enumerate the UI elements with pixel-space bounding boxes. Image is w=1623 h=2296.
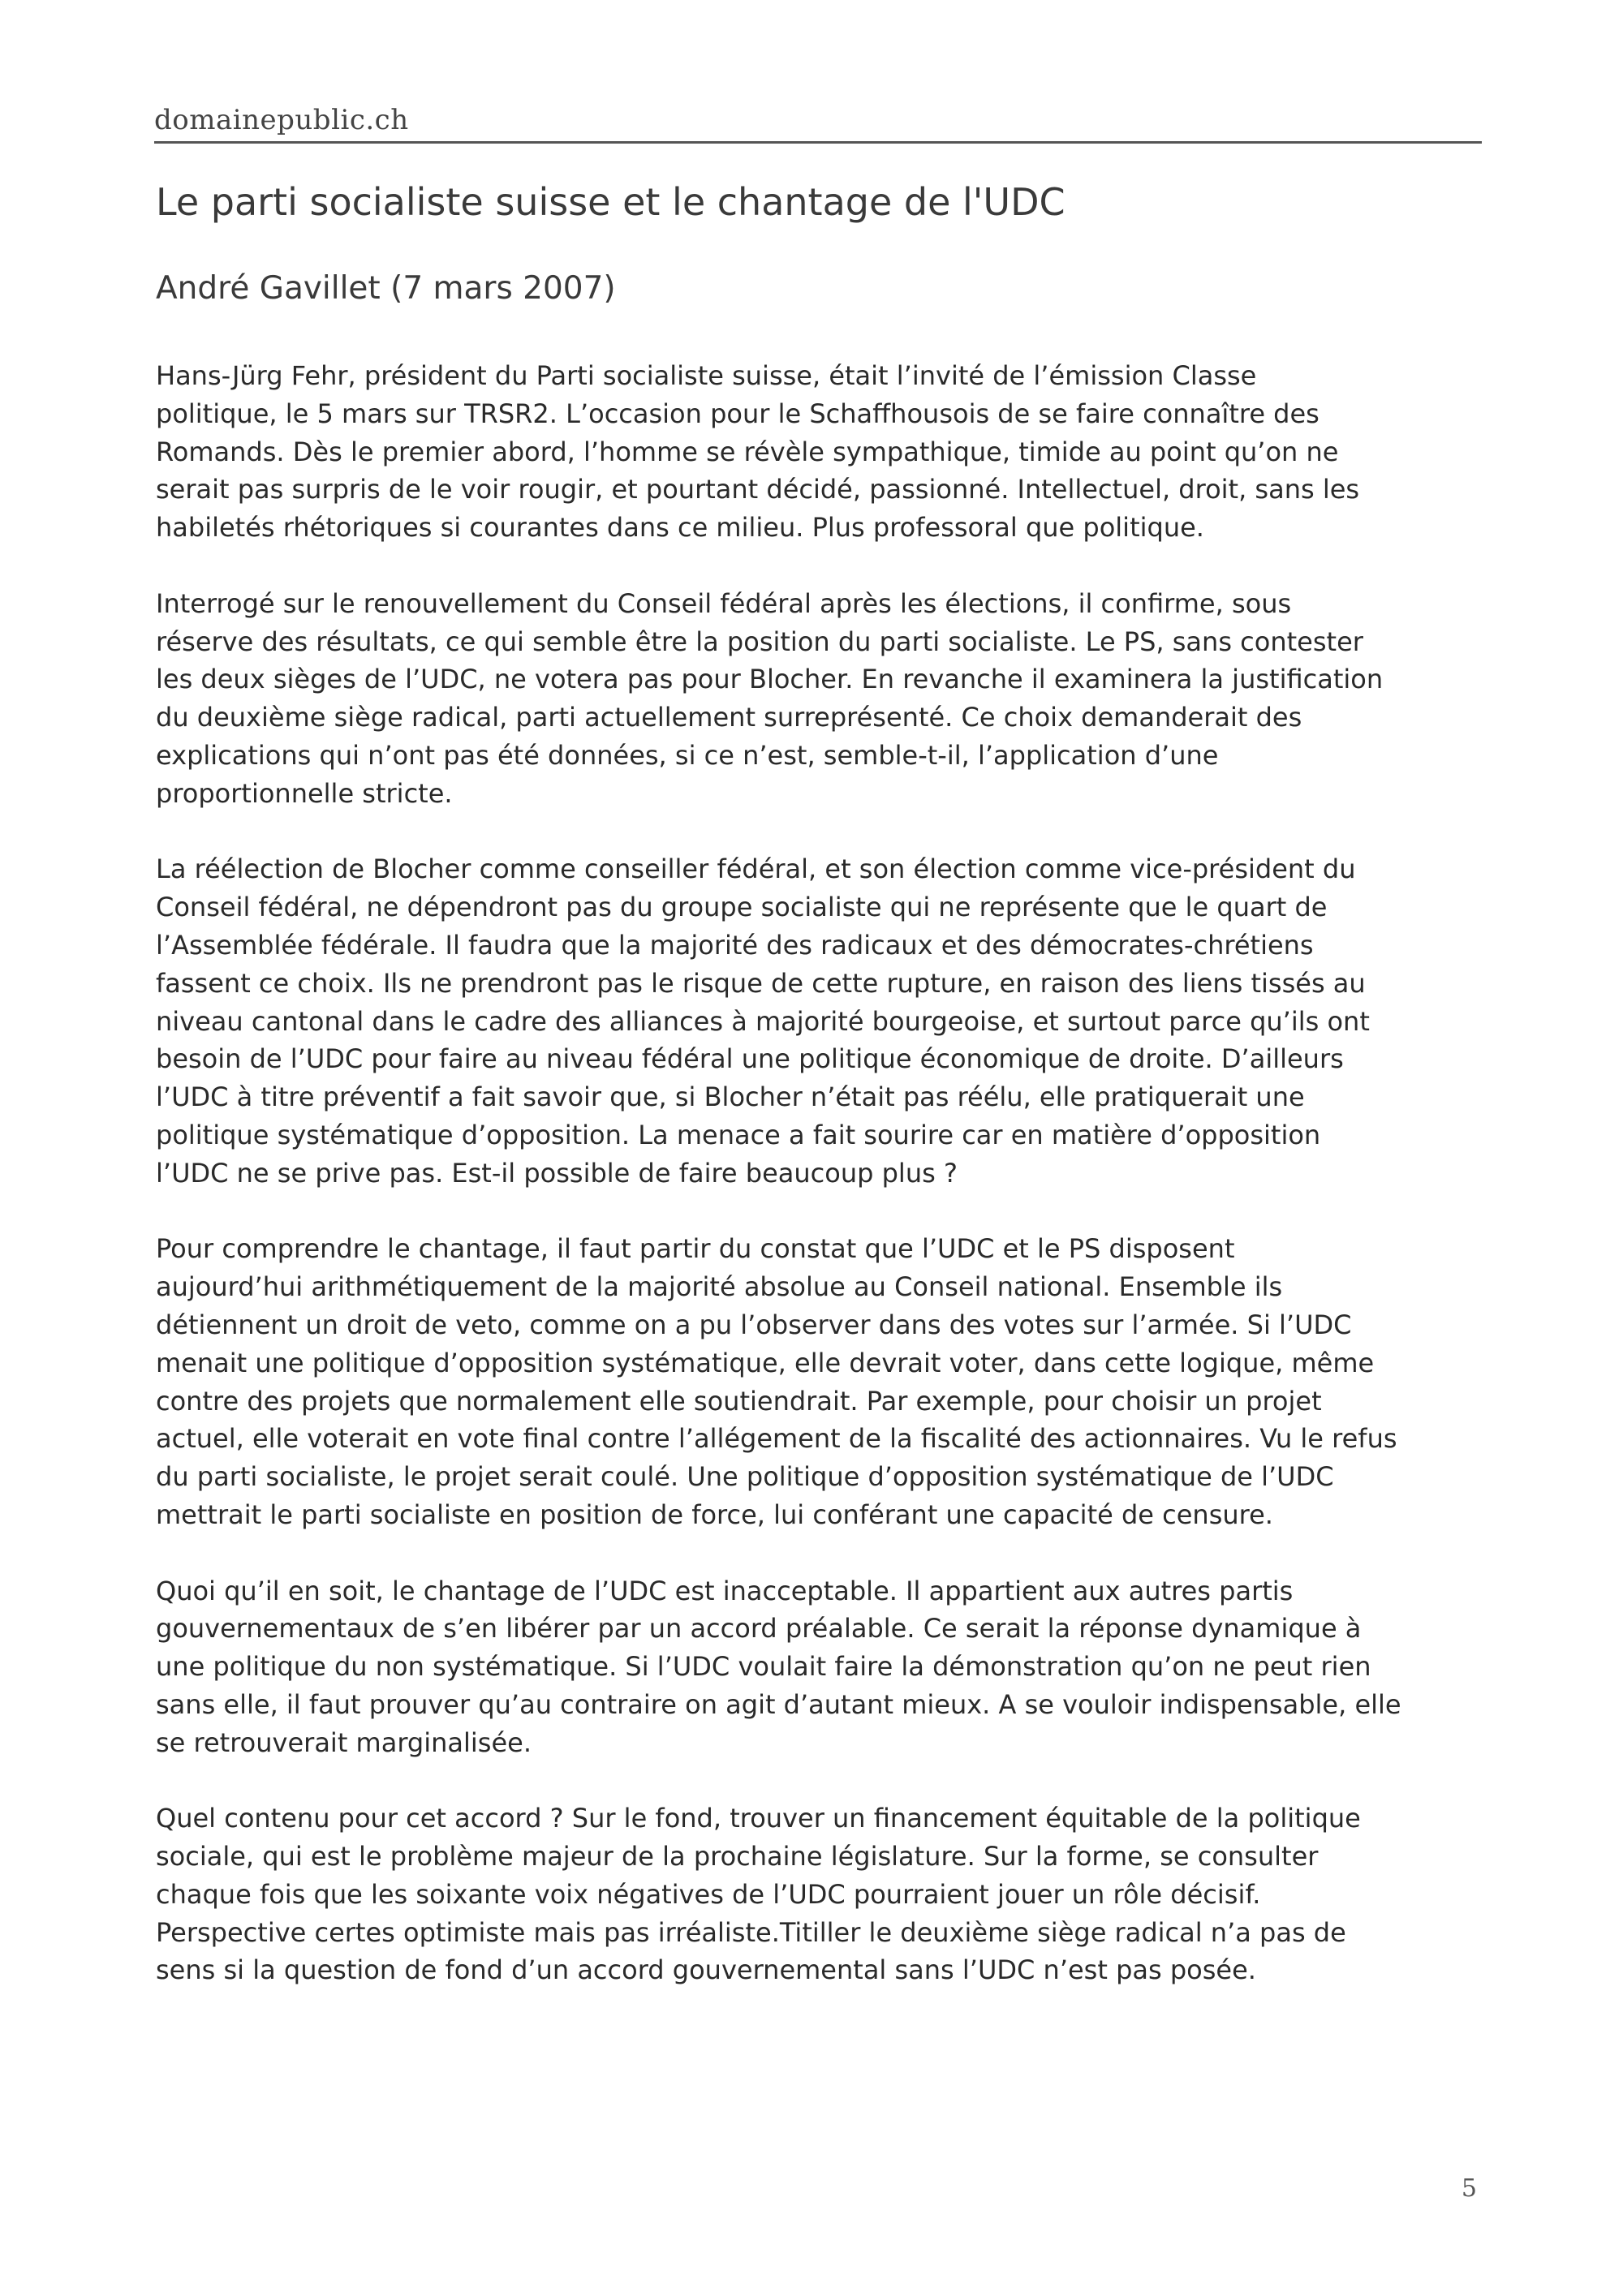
paragraph: [156, 1230, 1487, 1533]
paragraph-line: une politique du non systématique. Si l’UDC voulait faire la démonstration qu’on ne peut rien: [156, 1651, 1371, 1683]
paragraph: [156, 1799, 1487, 1989]
paragraph-line: politique, le 5 mars sur TRSR2. L’occasion pour le Schaffhousois de se faire connaître des: [156, 398, 1319, 429]
paragraph-line: sans elle, il faut prouver qu’au contraire on agit d’autant mieux. A se vouloir indispensable, elle: [156, 1688, 1401, 1720]
paragraph-line: détiennent un droit de veto, comme on a pu l’observer dans des votes sur l’armée. Si l’UDC: [156, 1309, 1352, 1340]
paragraph-line: l’UDC à titre préventif a fait savoir que, si Blocher n’était pas réélu, elle pratiquerait une: [156, 1081, 1305, 1113]
paragraph-line: politique systématique d’opposition. La menace a fait sourire car en matière d’opposition: [156, 1119, 1321, 1150]
article-title: Le parti socialiste suisse et le chantage de l'UDC: [156, 180, 1065, 224]
paragraph-line: réserve des résultats, ce qui semble être la position du parti socialiste. Le PS, sans contester: [156, 626, 1363, 657]
paragraph-line: Quoi qu’il en soit, le chantage de l’UDC est inacceptable. Il appartient aux autres partis: [156, 1575, 1294, 1606]
paragraph-line: l’Assemblée fédérale. Il faudra que la majorité des radicaux et des démocrates-chrétiens: [156, 929, 1314, 961]
paragraph-line: aujourd’hui arithmétiquement de la majorité absolue au Conseil national. Ensemble ils: [156, 1271, 1283, 1303]
paragraph-line: mettrait le parti socialiste en position de force, lui conférant une capacité de censure.: [156, 1498, 1273, 1530]
paragraph-line: sens si la question de fond d’un accord gouvernemental sans l’UDC n’est pas posée.: [156, 1954, 1256, 1986]
paragraph-line: Romands. Dès le premier abord, l’homme se révèle sympathique, timide au point qu’on ne: [156, 436, 1339, 467]
paragraph-line: Conseil fédéral, ne dépendront pas du groupe socialiste qui ne représente que le quart de: [156, 892, 1328, 923]
page-number: 5: [1461, 2174, 1477, 2203]
paragraph-line: Pour comprendre le chantage, il faut partir du constat que l’UDC et le PS disposent: [156, 1233, 1235, 1265]
paragraph-line: actuel, elle voterait en vote final contre l’allégement de la fiscalité des actionnaires. Vu le refus: [156, 1423, 1397, 1455]
paragraph-line: besoin de l’UDC pour faire au niveau fédéral une politique économique de droite. D’ailleurs: [156, 1043, 1344, 1075]
paragraph-line: les deux sièges de l’UDC, ne votera pas pour Blocher. En revanche il examinera la justification: [156, 664, 1384, 695]
site-name: domainepublic.ch: [154, 104, 409, 136]
paragraph-line: La réélection de Blocher comme conseiller fédéral, et son élection comme vice-président du: [156, 853, 1356, 885]
paragraph-line: Quel contenu pour cet accord ? Sur le fond, trouver un financement équitable de la politique: [156, 1803, 1361, 1834]
paragraph-line: habiletés rhétoriques si courantes dans ce milieu. Plus professoral que politique.: [156, 512, 1204, 544]
paragraph-line: fassent ce choix. Ils ne prendront pas le risque de cette rupture, en raison des liens tissés au: [156, 967, 1366, 999]
paragraph-line: sociale, qui est le problème majeur de la prochaine législature. Sur la forme, se consulter: [156, 1841, 1319, 1872]
paragraph-line: Hans-Jürg Fehr, président du Parti socialiste suisse, était l’invité de l’émission Classe: [156, 360, 1257, 391]
paragraph: [156, 850, 1487, 1192]
paragraph: [156, 1572, 1487, 1762]
paragraph-line: du deuxième siège radical, parti actuellement surreprésenté. Ce choix demanderait des: [156, 702, 1302, 733]
paragraph-line: explications qui n’ont pas été données, si ce n’est, semble-t-il, l’application d’une: [156, 739, 1219, 771]
paragraph: [156, 585, 1487, 813]
paragraph-line: l’UDC ne se prive pas. Est-il possible de faire beaucoup plus ?: [156, 1157, 958, 1189]
paragraph: [156, 357, 1487, 547]
paragraph-line: se retrouverait marginalisée.: [156, 1726, 532, 1758]
article-byline: André Gavillet (7 mars 2007): [156, 270, 616, 307]
paragraph-line: contre des projets que normalement elle soutiendrait. Par exemple, pour choisir un projet: [156, 1385, 1322, 1417]
paragraph-line: gouvernementaux de s’en libérer par un accord préalable. Ce serait la réponse dynamique à: [156, 1613, 1362, 1645]
paragraph-line: du parti socialiste, le projet serait coulé. Une politique d’opposition systématique de l’UDC: [156, 1461, 1334, 1493]
paragraph-line: Perspective certes optimiste mais pas irréaliste.Titiller le deuxième siège radical n’a pas de: [156, 1916, 1346, 1948]
paragraph-line: menait une politique d’opposition systématique, elle devrait voter, dans cette logique, même: [156, 1347, 1375, 1378]
paragraph-line: chaque fois que les soixante voix négatives de l’UDC pourraient jouer un rôle décisif.: [156, 1878, 1261, 1910]
paragraph-line: serait pas surpris de le voir rougir, et pourtant décidé, passionné. Intellectuel, droit, sans les: [156, 474, 1360, 505]
paragraph-line: Interrogé sur le renouvellement du Conseil fédéral après les élections, il confirme, sous: [156, 587, 1292, 619]
page-header: [154, 96, 1482, 144]
paragraph-line: niveau cantonal dans le cadre des alliances à majorité bourgeoise, et surtout parce qu’ils ont: [156, 1005, 1370, 1037]
paragraph-line: proportionnelle stricte.: [156, 777, 453, 809]
article-body: [156, 357, 1487, 2027]
